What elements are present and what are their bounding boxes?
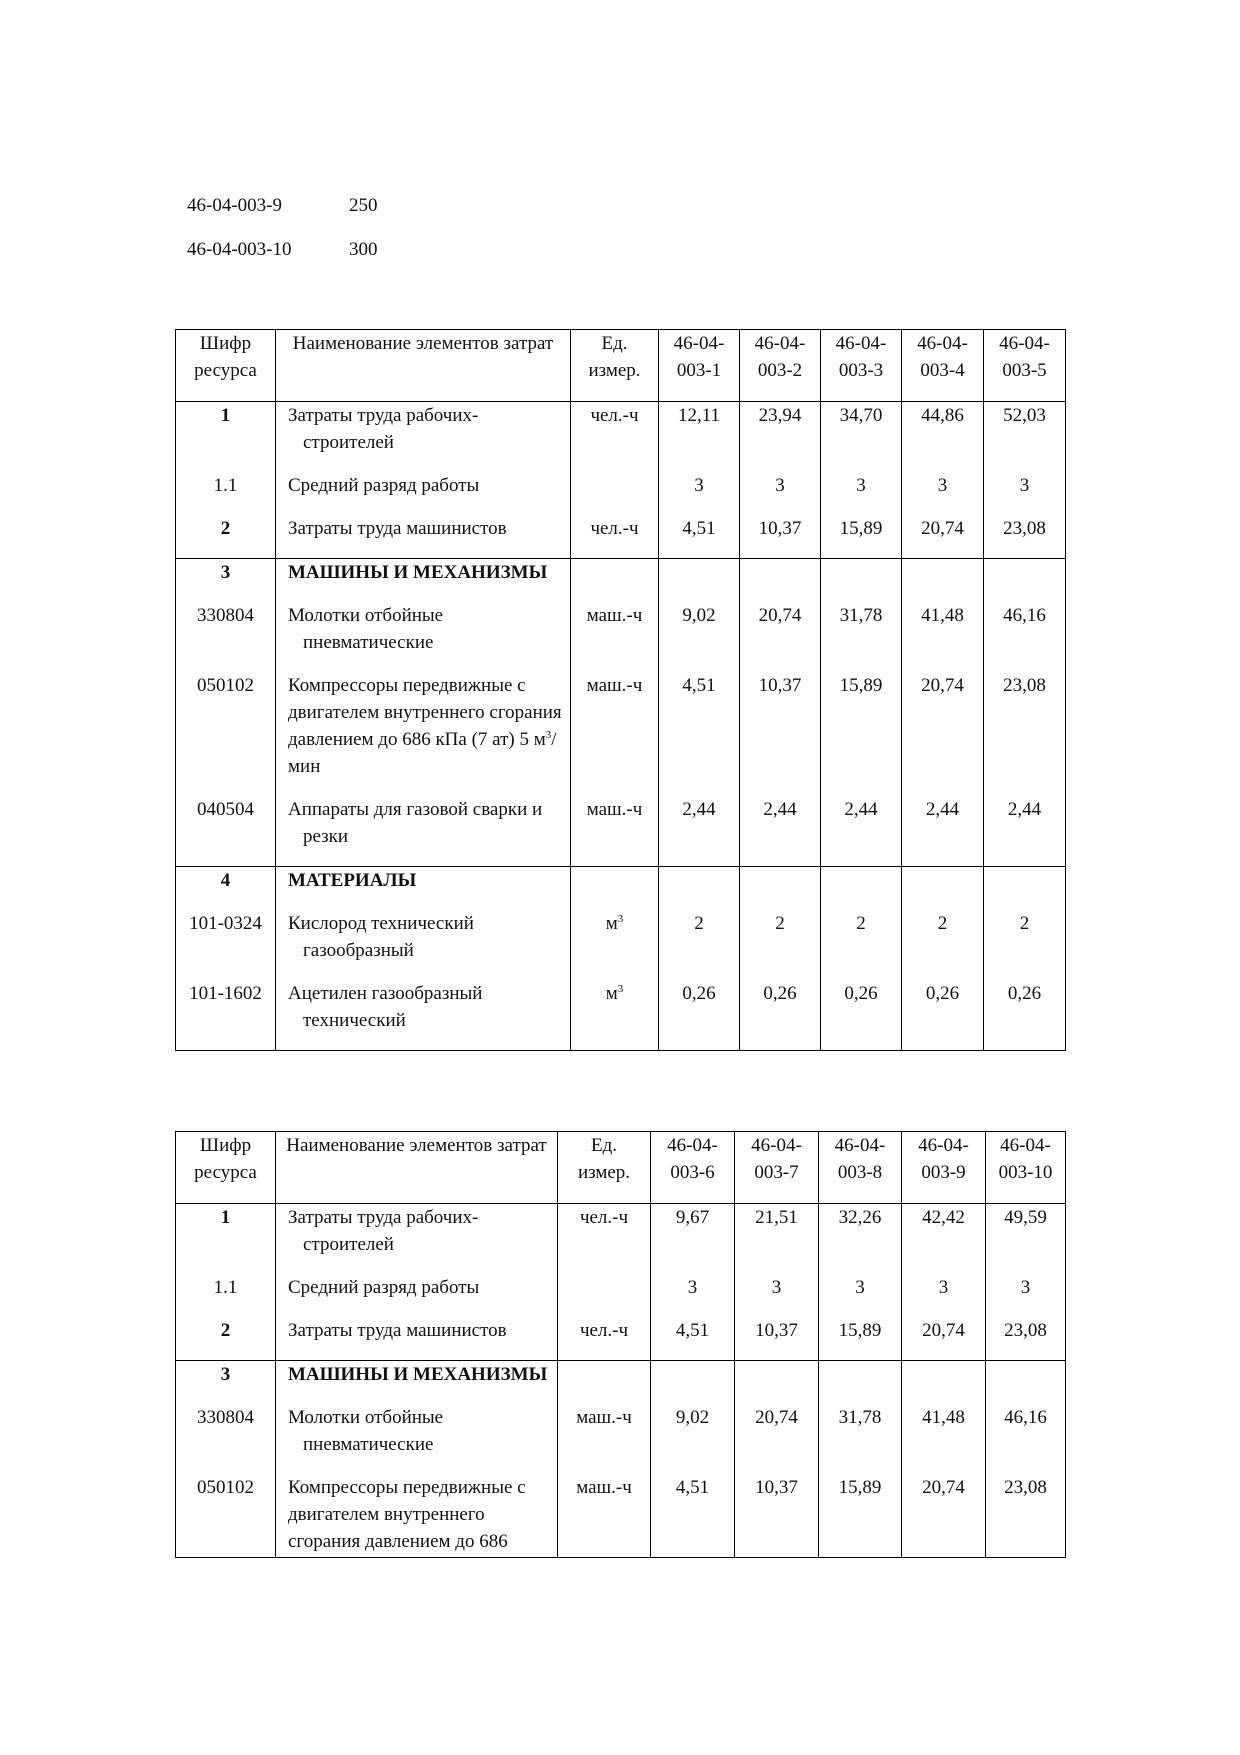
row-value: 20,74 <box>902 515 984 559</box>
row-value: 9,67 <box>651 1204 735 1275</box>
row-value: 44,86 <box>902 402 984 473</box>
table-row <box>176 472 1066 515</box>
row-name-text: Затраты труда рабочих-строителей <box>288 405 479 453</box>
table-row <box>176 402 1066 473</box>
row-value: 2 <box>740 910 821 980</box>
row-name <box>276 1361 558 1405</box>
row-unit: чел.-ч <box>571 515 659 559</box>
row-code: 050102 <box>176 1474 276 1558</box>
header-code: Шифр ресурса <box>176 1132 276 1204</box>
row-value <box>659 559 740 603</box>
row-value: 2 <box>902 910 984 980</box>
table-header-row <box>176 330 1066 402</box>
intro-code: 46-04-003-10 <box>187 239 292 260</box>
row-value: 15,89 <box>819 1474 902 1558</box>
header-name: Наименование элементов затрат <box>276 330 571 402</box>
row-value: 21,51 <box>735 1204 819 1275</box>
row-value: 2,44 <box>659 796 740 867</box>
row-unit <box>571 980 659 1051</box>
row-value: 10,37 <box>735 1474 819 1558</box>
row-name-text: Аппараты для газовой сварки и резки <box>288 799 543 847</box>
row-code: 3 <box>176 1361 276 1405</box>
row-value: 20,74 <box>902 672 984 796</box>
row-value: 3 <box>659 472 740 515</box>
row-name-text: МАШИНЫ И МЕХАНИЗМЫ <box>288 562 548 583</box>
row-unit: маш.-ч <box>558 1404 651 1474</box>
row-name <box>276 1404 558 1474</box>
row-value: 31,78 <box>821 602 902 672</box>
row-name-text: Затраты труда машинистов <box>288 1320 507 1341</box>
row-name-text: МАШИНЫ И МЕХАНИЗМЫ <box>288 1364 548 1385</box>
header-col: 46-04-003-3 <box>821 330 902 402</box>
header-col: 46-04-003-2 <box>740 330 821 402</box>
row-name-text: Молотки отбойные пневматические <box>288 605 444 653</box>
row-value <box>902 867 984 911</box>
intro-line-1 <box>187 193 378 219</box>
row-value: 23,08 <box>986 1474 1066 1558</box>
row-value <box>819 1361 902 1405</box>
row-value: 15,89 <box>821 672 902 796</box>
row-code: 1.1 <box>176 472 276 515</box>
row-value: 31,78 <box>819 1404 902 1474</box>
row-name <box>276 1317 558 1361</box>
row-unit: маш.-ч <box>571 796 659 867</box>
row-code: 050102 <box>176 672 276 796</box>
row-value: 10,37 <box>740 672 821 796</box>
row-code: 1 <box>176 1204 276 1275</box>
intro-line-2 <box>187 237 378 263</box>
row-value: 15,89 <box>819 1317 902 1361</box>
row-name <box>276 980 571 1051</box>
row-value: 0,26 <box>984 980 1066 1051</box>
header-unit: Ед. измер. <box>571 330 659 402</box>
table-row <box>176 602 1066 672</box>
row-value: 2 <box>659 910 740 980</box>
row-value <box>740 559 821 603</box>
row-value: 9,02 <box>651 1404 735 1474</box>
row-code: 330804 <box>176 602 276 672</box>
row-value: 3 <box>986 1274 1066 1317</box>
row-value: 41,48 <box>902 1404 986 1474</box>
row-name-text: Средний разряд работы <box>288 475 480 496</box>
row-value: 4,51 <box>659 672 740 796</box>
row-unit <box>571 559 659 603</box>
row-value: 42,42 <box>902 1204 986 1275</box>
row-value: 20,74 <box>735 1404 819 1474</box>
table-row <box>176 1274 1066 1317</box>
row-name <box>276 1474 558 1558</box>
table-row <box>176 515 1066 559</box>
row-code: 330804 <box>176 1404 276 1474</box>
row-value: 3 <box>819 1274 902 1317</box>
row-unit: маш.-ч <box>571 672 659 796</box>
row-name-tail: /мин <box>288 729 557 777</box>
table-row <box>176 796 1066 867</box>
row-value: 20,74 <box>902 1474 986 1558</box>
row-unit: чел.-ч <box>558 1317 651 1361</box>
header-col: 46-04-003-5 <box>984 330 1066 402</box>
row-value: 41,48 <box>902 602 984 672</box>
row-value: 12,11 <box>659 402 740 473</box>
row-value: 2 <box>821 910 902 980</box>
row-value: 3 <box>984 472 1066 515</box>
row-value: 46,16 <box>986 1404 1066 1474</box>
norm-table-2 <box>175 1131 1066 1558</box>
row-name <box>276 796 571 867</box>
table-row <box>176 672 1066 796</box>
row-value: 4,51 <box>659 515 740 559</box>
row-value: 3 <box>902 1274 986 1317</box>
table-row <box>176 1204 1066 1275</box>
header-col: 46-04-003-8 <box>819 1132 902 1204</box>
row-name <box>276 559 571 603</box>
intro-code: 46-04-003-9 <box>187 195 282 216</box>
table-row <box>176 1361 1066 1405</box>
row-unit <box>571 910 659 980</box>
row-value: 4,51 <box>651 1317 735 1361</box>
intro-value: 250 <box>349 195 378 216</box>
row-code: 2 <box>176 515 276 559</box>
row-name <box>276 910 571 980</box>
row-unit <box>571 472 659 515</box>
header-unit: Ед. измер. <box>558 1132 651 1204</box>
row-unit <box>558 1361 651 1405</box>
intro-value: 300 <box>349 239 378 260</box>
row-name-text: Компрессоры передвижные с двигателем внутреннего сгорания давлением до 686 кПа (7 ат) 5 м <box>288 675 562 750</box>
row-unit <box>558 1274 651 1317</box>
header-col: 46-04-003-4 <box>902 330 984 402</box>
row-value <box>984 559 1066 603</box>
row-value <box>651 1361 735 1405</box>
row-value <box>740 867 821 911</box>
header-col: 46-04-003-9 <box>902 1132 986 1204</box>
unit-superscript: 3 <box>545 729 552 741</box>
row-value <box>821 867 902 911</box>
row-value: 34,70 <box>821 402 902 473</box>
row-code: 040504 <box>176 796 276 867</box>
table-row <box>176 1404 1066 1474</box>
row-value: 2 <box>984 910 1066 980</box>
table-row <box>176 980 1066 1051</box>
header-col: 46-04-003-7 <box>735 1132 819 1204</box>
row-value: 23,08 <box>984 672 1066 796</box>
row-name <box>276 1204 558 1275</box>
row-value <box>659 867 740 911</box>
row-value: 3 <box>821 472 902 515</box>
row-unit: маш.-ч <box>571 602 659 672</box>
row-unit: маш.-ч <box>558 1474 651 1558</box>
row-value: 46,16 <box>984 602 1066 672</box>
row-value: 2,44 <box>821 796 902 867</box>
table-row <box>176 910 1066 980</box>
row-name-text: Ацетилен газообразный технический <box>288 983 483 1031</box>
row-value: 2,44 <box>984 796 1066 867</box>
row-value: 49,59 <box>986 1204 1066 1275</box>
row-name-text: Кислород технический газообразный <box>288 913 474 961</box>
row-code: 101-1602 <box>176 980 276 1051</box>
unit-text: м <box>605 913 618 934</box>
row-name-text: Средний разряд работы <box>288 1277 480 1298</box>
table-row <box>176 1317 1066 1361</box>
row-value: 20,74 <box>740 602 821 672</box>
norm-table-1 <box>175 329 1066 1051</box>
table-header-row <box>176 1132 1066 1204</box>
row-code: 3 <box>176 559 276 603</box>
row-value: 2,44 <box>902 796 984 867</box>
row-value: 4,51 <box>651 1474 735 1558</box>
row-value: 0,26 <box>659 980 740 1051</box>
row-value <box>986 1361 1066 1405</box>
row-value <box>735 1361 819 1405</box>
row-value: 9,02 <box>659 602 740 672</box>
row-value: 52,03 <box>984 402 1066 473</box>
row-value <box>902 559 984 603</box>
row-value: 3 <box>735 1274 819 1317</box>
header-col: 46-04-003-6 <box>651 1132 735 1204</box>
row-code: 101-0324 <box>176 910 276 980</box>
row-value: 10,37 <box>735 1317 819 1361</box>
row-value: 15,89 <box>821 515 902 559</box>
row-value <box>902 1361 986 1405</box>
row-unit: чел.-ч <box>558 1204 651 1275</box>
row-unit: чел.-ч <box>571 402 659 473</box>
table-row <box>176 559 1066 603</box>
row-name-text: Затраты труда машинистов <box>288 518 507 539</box>
row-value <box>984 867 1066 911</box>
row-code: 1 <box>176 402 276 473</box>
row-name-text: Компрессоры передвижные с двигателем внутреннего сгорания давлением до 686 <box>288 1477 526 1552</box>
row-unit <box>571 867 659 911</box>
row-value: 2,44 <box>740 796 821 867</box>
row-value: 3 <box>740 472 821 515</box>
row-value <box>821 559 902 603</box>
header-code: Шифр ресурса <box>176 330 276 402</box>
row-name <box>276 515 571 559</box>
row-value: 10,37 <box>740 515 821 559</box>
row-value: 0,26 <box>821 980 902 1051</box>
header-name: Наименование элементов затрат <box>276 1132 558 1204</box>
header-col: 46-04-003-1 <box>659 330 740 402</box>
row-value: 23,08 <box>984 515 1066 559</box>
row-name <box>276 402 571 473</box>
row-value: 32,26 <box>819 1204 902 1275</box>
row-value: 23,94 <box>740 402 821 473</box>
row-value: 0,26 <box>902 980 984 1051</box>
row-value: 3 <box>902 472 984 515</box>
row-name-text: Затраты труда рабочих-строителей <box>288 1207 479 1255</box>
row-code: 2 <box>176 1317 276 1361</box>
row-value: 23,08 <box>986 1317 1066 1361</box>
row-value: 3 <box>651 1274 735 1317</box>
unit-superscript: 3 <box>617 983 624 995</box>
unit-superscript: 3 <box>617 913 624 925</box>
table-row <box>176 867 1066 911</box>
row-name <box>276 602 571 672</box>
row-code: 1.1 <box>176 1274 276 1317</box>
row-name-text: МАТЕРИАЛЫ <box>288 870 417 891</box>
header-col: 46-04-003-10 <box>986 1132 1066 1204</box>
table-row <box>176 1474 1066 1558</box>
unit-text: м <box>605 983 618 1004</box>
row-code: 4 <box>176 867 276 911</box>
row-value: 0,26 <box>740 980 821 1051</box>
row-value: 20,74 <box>902 1317 986 1361</box>
row-name-text: Молотки отбойные пневматические <box>288 1407 444 1455</box>
row-name <box>276 672 571 796</box>
row-name <box>276 1274 558 1317</box>
row-name <box>276 472 571 515</box>
row-name <box>276 867 571 911</box>
